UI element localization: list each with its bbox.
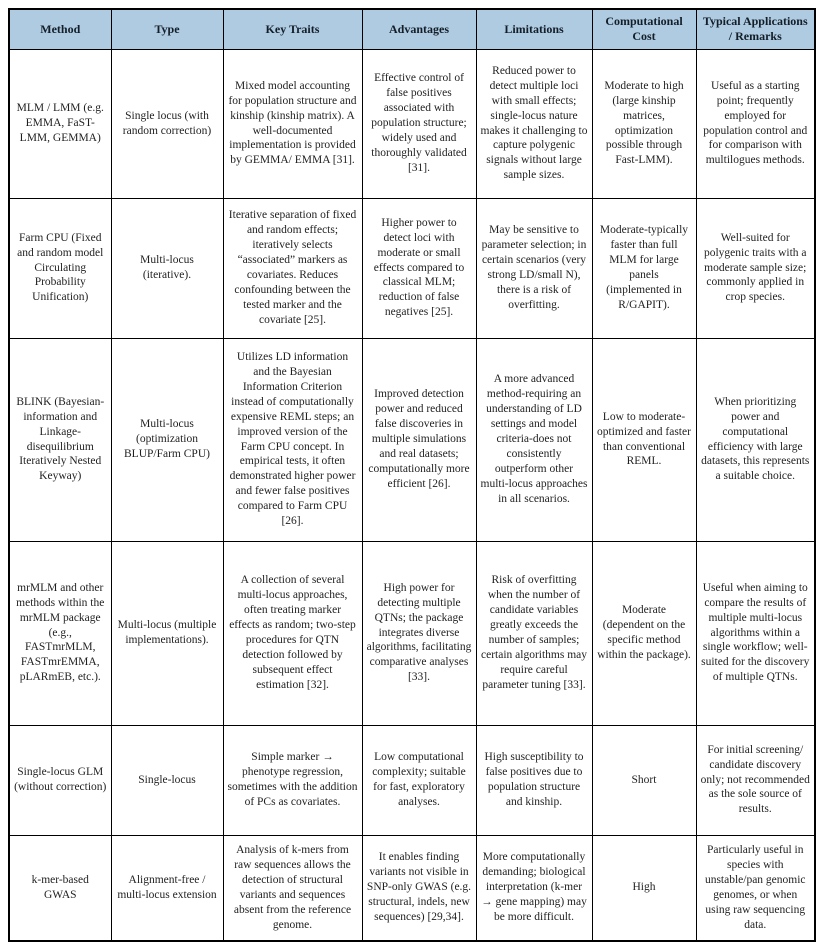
limitations-cell: More computationally demanding; biological interpretation (k-mer → gene mapping) may be more difficult. — [476, 835, 592, 941]
limitations-cell: May be sensitive to parameter selection; in certain scenarios (very strong LD/small N), there is a risk of overfitting. — [476, 198, 592, 338]
type-cell: Multi-locus (optimization BLUP/Farm CPU) — [111, 338, 223, 541]
type-cell: Alignment-free / multi-locus extension — [111, 835, 223, 941]
key-traits-cell: Mixed model accounting for population structure and kinship (kinship matrix). A well-documented implementation is provided by GEMMA/ EMMA [31]. — [223, 49, 362, 198]
applications-cell: Useful when aiming to compare the results of multiple multi-locus algorithms within a single workflow; well-suited for the discovery of multiple QTNs. — [696, 541, 815, 725]
method-cell: BLINK (Bayesian-information and Linkage-disequilibrium Iteratively Nested Keyway) — [9, 338, 111, 541]
type-cell: Single-locus — [111, 725, 223, 835]
cost-cell: High — [592, 835, 696, 941]
column-header-applications: Typical Applications / Remarks — [696, 9, 815, 49]
key-traits-cell: Simple marker → phenotype regression, sometimes with the addition of PCs as covariates. — [223, 725, 362, 835]
limitations-cell: Reduced power to detect multiple loci with small effects; single-locus nature makes it challenging to capture polygenic signals without large sample sizes. — [476, 49, 592, 198]
column-header-computational-cost: Computational Cost — [592, 9, 696, 49]
column-header-limitations: Limitations — [476, 9, 592, 49]
advantages-cell: Higher power to detect loci with moderate or small effects compared to classical MLM; reduction of false negatives [25]. — [362, 198, 476, 338]
advantages-cell: Improved detection power and reduced false discoveries in multiple simulations and real datasets; computationally more efficient [26]. — [362, 338, 476, 541]
applications-cell: When prioritizing power and computational efficiency with large datasets, this represents a suitable choice. — [696, 338, 815, 541]
cost-cell: Moderate-typically faster than full MLM for large panels (implemented in R/GAPIT). — [592, 198, 696, 338]
applications-cell: Well-suited for polygenic traits with a moderate sample size; commonly applied in crop species. — [696, 198, 815, 338]
applications-cell: Useful as a starting point; frequently employed for population control and for comparison with multilogues methods. — [696, 49, 815, 198]
column-header-method: Method — [9, 9, 111, 49]
limitations-cell: A more advanced method-requiring an understanding of LD settings and model criteria-does not consistently outperform other multi-locus approaches in all scenarios. — [476, 338, 592, 541]
applications-cell: Particularly useful in species with unstable/pan genomic genomes, or when using raw sequencing data. — [696, 835, 815, 941]
table-header — [9, 9, 815, 49]
advantages-cell: Low computational complexity; suitable for fast, exploratory analyses. — [362, 725, 476, 835]
column-header-key-traits: Key Traits — [223, 9, 362, 49]
limitations-cell: High susceptibility to false positives due to population structure and kinship. — [476, 725, 592, 835]
table-row-mlm-lmm — [9, 49, 815, 198]
method-cell: k-mer-based GWAS — [9, 835, 111, 941]
advantages-cell: High power for detecting multiple QTNs; the package integrates diverse algorithms, facilitating comparative analyses [33]. — [362, 541, 476, 725]
column-header-type: Type — [111, 9, 223, 49]
key-traits-cell: A collection of several multi-locus approaches, often treating marker effects as random; two-step procedures for QTN detection followed by subsequent effect estimation [32]. — [223, 541, 362, 725]
type-cell: Multi-locus (iterative). — [111, 198, 223, 338]
method-cell: Single-locus GLM (without correction) — [9, 725, 111, 835]
type-cell: Single locus (with random correction) — [111, 49, 223, 198]
table-row-single-locus-glm — [9, 725, 815, 835]
cost-cell: Short — [592, 725, 696, 835]
key-traits-cell: Iterative separation of fixed and random effects; iteratively selects “associated” markers as covariates. Reduces confounding between the tested marker and the covariate [25]. — [223, 198, 362, 338]
table-row-farm-cpu — [9, 198, 815, 338]
key-traits-cell: Utilizes LD information and the Bayesian Information Criterion instead of computationally expensive REML steps; an improved version of the Farm CPU concept. In empirical tests, it often demonstrated higher power and fewer false positives compared to Farm CPU [26]. — [223, 338, 362, 541]
method-cell: Farm CPU (Fixed and random model Circulating Probability Unification) — [9, 198, 111, 338]
key-traits-cell: Analysis of k-mers from raw sequences allows the detection of structural variants and sequences absent from the reference genome. — [223, 835, 362, 941]
type-cell: Multi-locus (multiple implementations). — [111, 541, 223, 725]
header-row — [9, 9, 815, 49]
limitations-cell: Risk of overfitting when the number of candidate variables greatly exceeds the number of samples; certain algorithms may require careful parameter tuning [33]. — [476, 541, 592, 725]
cost-cell: Low to moderate-optimized and faster than conventional REML. — [592, 338, 696, 541]
cost-cell: Moderate to high (large kinship matrices, optimization possible through Fast-LMM). — [592, 49, 696, 198]
table-row-blink — [9, 338, 815, 541]
method-cell: MLM / LMM (e.g. EMMA, FaST-LMM, GEMMA) — [9, 49, 111, 198]
table-row-mrmlm — [9, 541, 815, 725]
table-row-kmer-gwas — [9, 835, 815, 941]
method-cell: mrMLM and other methods within the mrMLM package (e.g., FASTmrMLM, FASTmrEMMA, pLARmEB, etc.). — [9, 541, 111, 725]
advantages-cell: It enables finding variants not visible in SNP-only GWAS (e.g. structural, indels, new sequences) [29,34]. — [362, 835, 476, 941]
cost-cell: Moderate (dependent on the specific method within the package). — [592, 541, 696, 725]
applications-cell: For initial screening/ candidate discovery only; not recommended as the sole source of results. — [696, 725, 815, 835]
column-header-advantages: Advantages — [362, 9, 476, 49]
gwas-methods-comparison-table — [8, 8, 816, 942]
table-body — [9, 49, 815, 941]
advantages-cell: Effective control of false positives associated with population structure; widely used and thoroughly validated [31]. — [362, 49, 476, 198]
